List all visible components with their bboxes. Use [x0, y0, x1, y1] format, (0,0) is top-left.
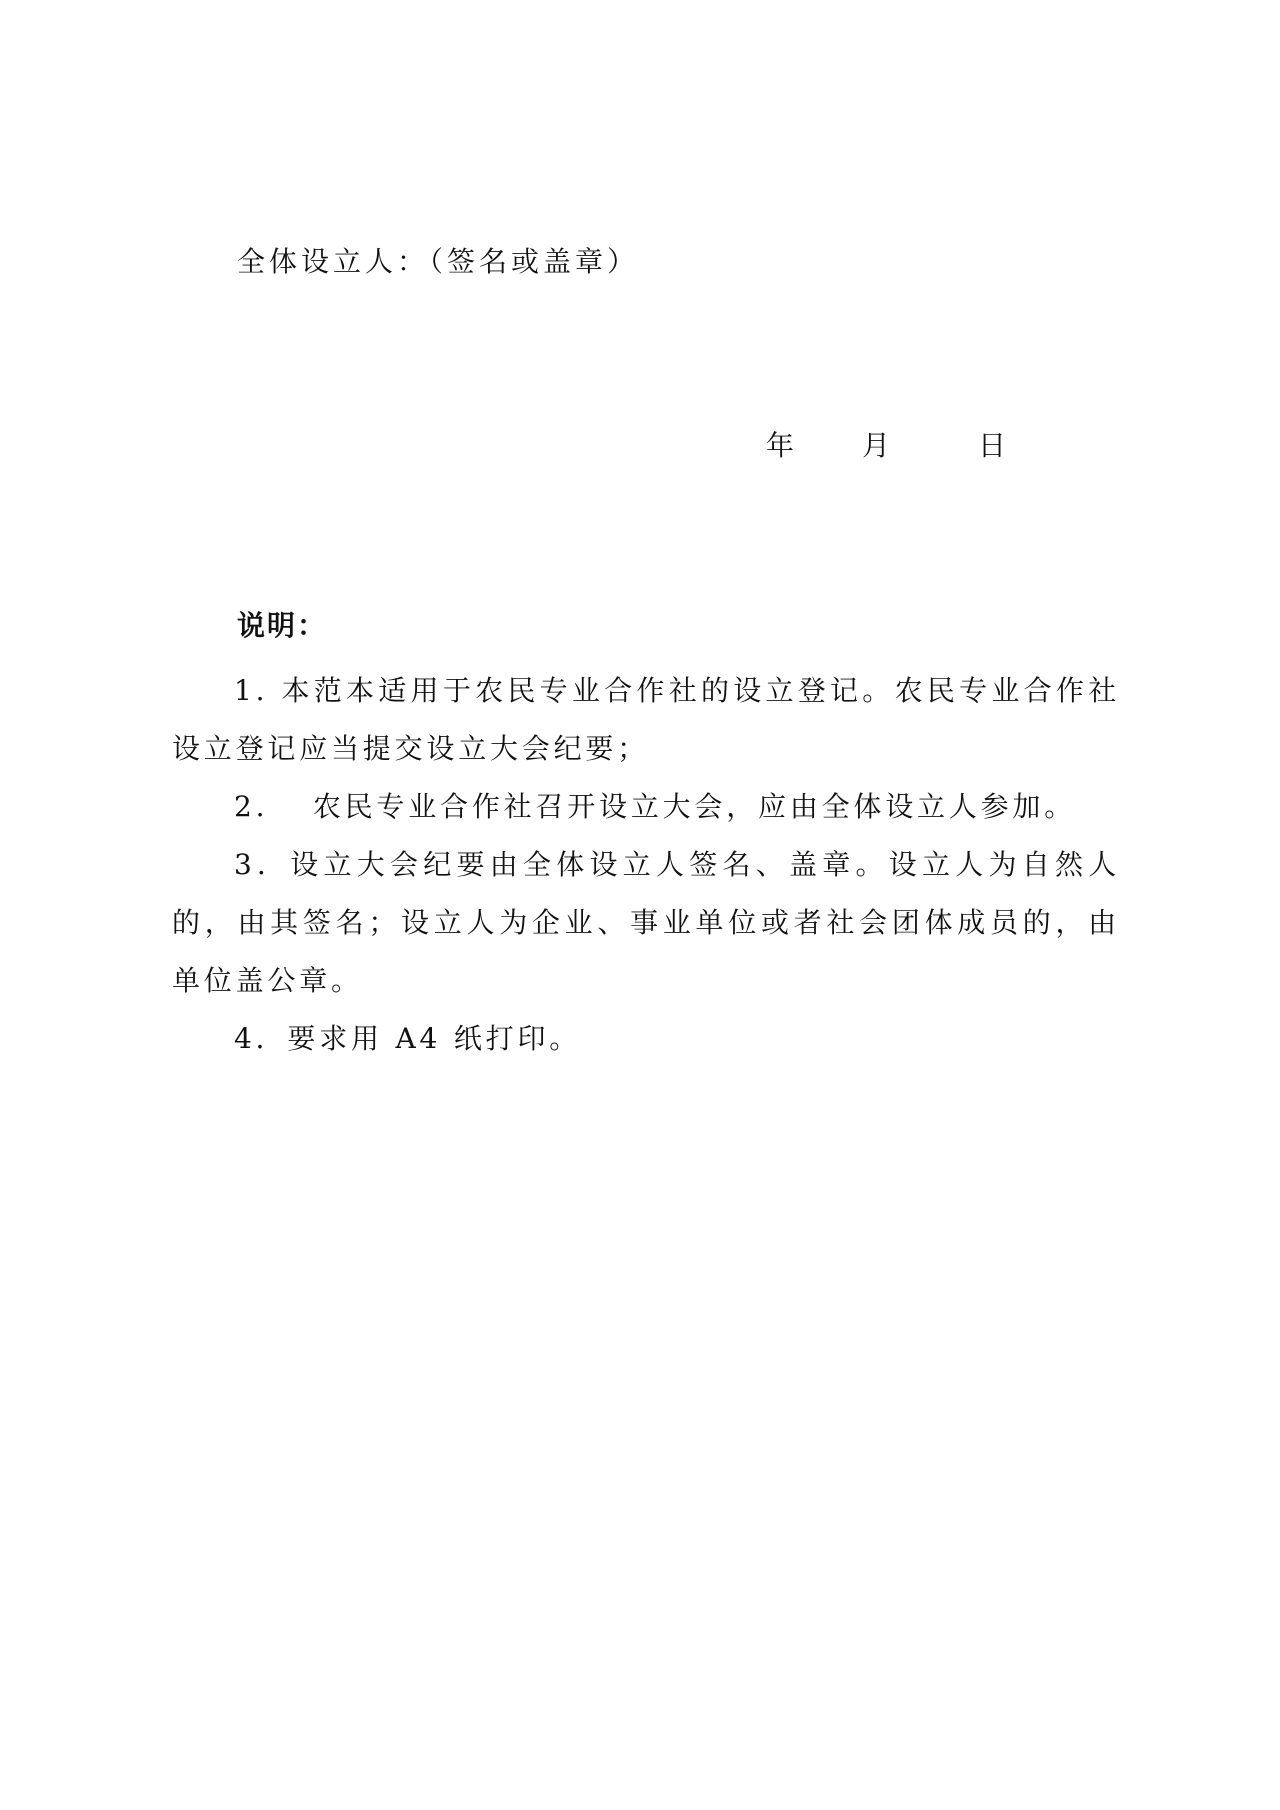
note-item-4: 4．要求用 A4 纸打印。	[234, 1022, 582, 1055]
note-item-3: 3．设立大会纪要由全体设立人签名、盖章。设立人为自然人的，由其签名；设立人为企业、事业单位或者社会团体成员的，由单位盖公章。	[172, 848, 1120, 997]
date-month: 月	[862, 429, 891, 462]
date-year: 年	[766, 429, 795, 462]
notes-list	[172, 662, 1120, 1068]
signatories-line: 全体设立人：（签名或盖章）	[237, 245, 640, 278]
date-day: 日	[978, 429, 1007, 462]
note-item-2: 2. 农民专业合作社召开设立大会，应由全体设立人参加。	[234, 790, 1077, 823]
note-item-1: 1. 本范本适用于农民专业合作社的设立登记。农民专业合作社设立登记应当提交设立大会纪要；	[172, 674, 1120, 765]
notes-heading: 说明：	[237, 609, 328, 642]
